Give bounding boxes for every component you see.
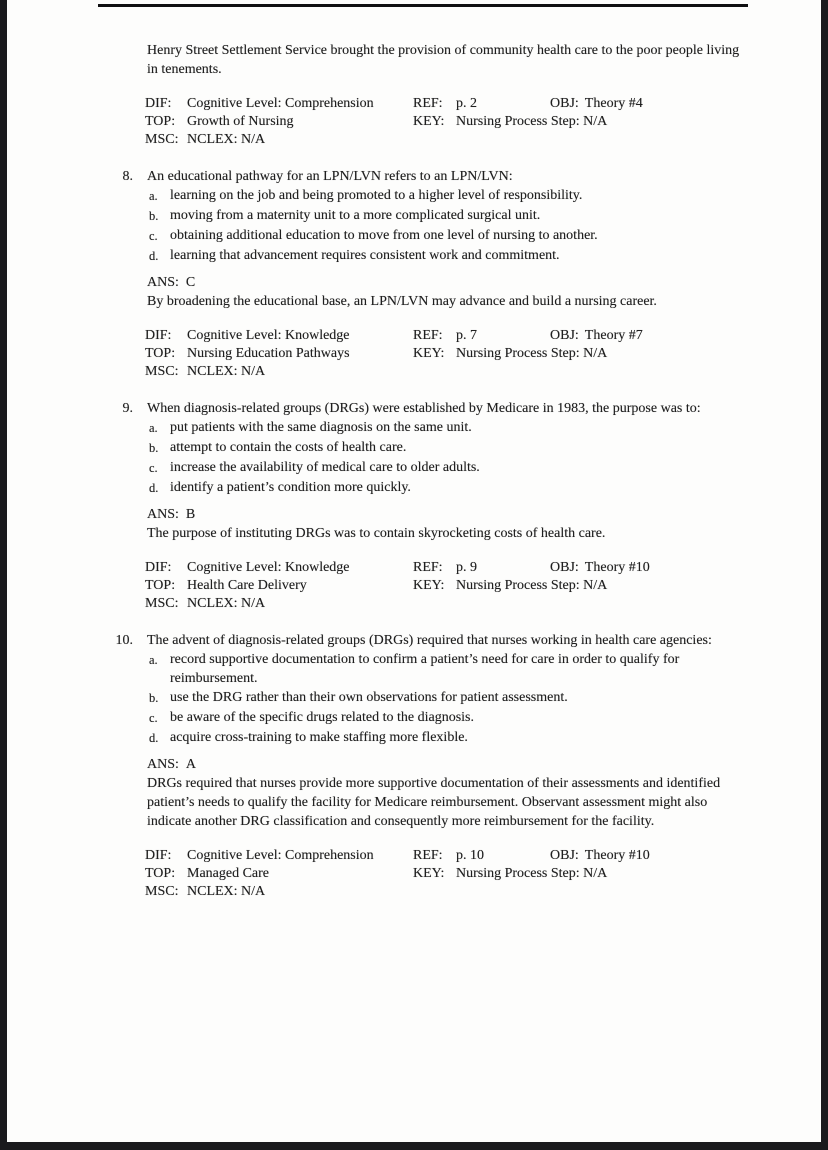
key-value: Nursing Process Step: N/A bbox=[456, 114, 608, 129]
meta-row bbox=[145, 345, 828, 363]
ans-label: ANS: bbox=[147, 275, 179, 290]
ref-value: p. 9 bbox=[456, 560, 477, 575]
top-label: TOP: bbox=[145, 578, 176, 593]
dif-label: DIF: bbox=[145, 96, 172, 111]
option-letter: b. bbox=[149, 691, 159, 705]
dif-value: Cognitive Level: Comprehension bbox=[187, 848, 374, 863]
answer-option bbox=[149, 688, 828, 708]
dif-label: DIF: bbox=[145, 328, 172, 343]
top-label: TOP: bbox=[145, 114, 176, 129]
meta-row bbox=[145, 883, 828, 901]
key-value: Nursing Process Step: N/A bbox=[456, 866, 608, 881]
answer-option bbox=[149, 728, 828, 748]
option-letter: d. bbox=[149, 481, 159, 495]
option-letter: d. bbox=[149, 731, 159, 745]
question-stem-row bbox=[103, 167, 828, 186]
obj-label: OBJ: bbox=[550, 96, 579, 111]
obj-value: Theory #10 bbox=[584, 560, 650, 575]
option-letter: b. bbox=[149, 209, 159, 223]
question-stem: An educational pathway for an LPN/LVN refers to an LPN/LVN: bbox=[147, 169, 513, 184]
question-block bbox=[0, 631, 828, 901]
meta-row bbox=[145, 847, 828, 865]
answer-line bbox=[147, 755, 828, 774]
msc-label: MSC: bbox=[145, 132, 179, 147]
dif-label: DIF: bbox=[145, 848, 172, 863]
option-text: increase the availability of medical care to older adults. bbox=[170, 460, 480, 475]
question-stem: The advent of diagnosis-related groups (DRGs) required that nurses working in health care agencies: bbox=[147, 633, 712, 648]
msc-label: MSC: bbox=[145, 364, 179, 379]
dif-value: Cognitive Level: Knowledge bbox=[187, 328, 350, 343]
obj-pair bbox=[550, 327, 643, 345]
question-stem-row bbox=[103, 399, 828, 418]
option-text: obtaining additional education to move from one level of nursing to another. bbox=[170, 228, 598, 243]
option-text: attempt to contain the costs of health care. bbox=[170, 440, 407, 455]
rationale: DRGs required that nurses provide more supportive documentation of their assessments and identified patient’s needs to qualify the facility for Medicare reimbursement. Observant assessment might also indicate another DRG classification and consequently more reimbursement for the facility. bbox=[147, 776, 721, 829]
top-value: Managed Care bbox=[187, 866, 270, 881]
ans-label: ANS: bbox=[147, 507, 179, 522]
option-text: use the DRG rather than their own observations for patient assessment. bbox=[170, 690, 568, 705]
meta-row bbox=[145, 327, 828, 345]
key-value: Nursing Process Step: N/A bbox=[456, 346, 608, 361]
obj-label: OBJ: bbox=[550, 328, 579, 343]
answer-option bbox=[149, 418, 828, 438]
question-block bbox=[0, 167, 828, 381]
question-stem-row bbox=[103, 631, 828, 650]
meta-row bbox=[145, 559, 828, 577]
option-letter: a. bbox=[149, 189, 158, 203]
option-text: be aware of the specific drugs related to the diagnosis. bbox=[170, 710, 475, 725]
option-text: record supportive documentation to confirm a patient’s need for care in order to qualify for reimbursement. bbox=[170, 652, 680, 686]
top-value: Growth of Nursing bbox=[187, 114, 294, 129]
meta-row bbox=[145, 577, 828, 595]
question-number: 10. bbox=[115, 633, 133, 648]
obj-value: Theory #10 bbox=[584, 848, 650, 863]
ref-label: REF: bbox=[413, 848, 443, 863]
msc-label: MSC: bbox=[145, 884, 179, 899]
dif-value: Cognitive Level: Comprehension bbox=[187, 96, 374, 111]
obj-label: OBJ: bbox=[550, 560, 579, 575]
meta-row bbox=[145, 595, 828, 613]
obj-pair bbox=[550, 559, 650, 577]
ans-value: A bbox=[185, 757, 197, 772]
dif-value: Cognitive Level: Knowledge bbox=[187, 560, 350, 575]
key-label: KEY: bbox=[413, 114, 445, 129]
page-header-rule bbox=[98, 4, 748, 7]
meta-row bbox=[145, 363, 828, 381]
page-content bbox=[0, 41, 828, 901]
answer-option bbox=[149, 246, 828, 266]
answer-option bbox=[149, 458, 828, 478]
question-number: 9. bbox=[122, 401, 133, 416]
meta-row bbox=[145, 113, 828, 131]
msc-value: NCLEX: N/A bbox=[187, 132, 266, 147]
answer-line bbox=[147, 273, 828, 292]
obj-pair bbox=[550, 95, 643, 113]
ref-label: REF: bbox=[413, 96, 443, 111]
option-letter: c. bbox=[149, 461, 158, 475]
key-label: KEY: bbox=[413, 346, 445, 361]
ans-value: B bbox=[185, 507, 196, 522]
ref-value: p. 7 bbox=[456, 328, 477, 343]
rationale: The purpose of instituting DRGs was to contain skyrocketing costs of health care. bbox=[147, 526, 606, 541]
option-letter: b. bbox=[149, 441, 159, 455]
meta-row bbox=[145, 865, 828, 883]
ref-value: p. 10 bbox=[456, 848, 484, 863]
option-letter: c. bbox=[149, 229, 158, 243]
rationale: By broadening the educational base, an LPN/LVN may advance and build a nursing career. bbox=[147, 294, 657, 309]
option-text: learning that advancement requires consistent work and commitment. bbox=[170, 248, 560, 263]
option-letter: d. bbox=[149, 249, 159, 263]
option-letter: a. bbox=[149, 653, 158, 667]
option-text: identify a patient’s condition more quickly. bbox=[170, 480, 411, 495]
option-text: moving from a maternity unit to a more complicated surgical unit. bbox=[170, 208, 541, 223]
option-text: learning on the job and being promoted to a higher level of responsibility. bbox=[170, 188, 583, 203]
ans-value: C bbox=[185, 275, 196, 290]
top-label: TOP: bbox=[145, 866, 176, 881]
ref-label: REF: bbox=[413, 328, 443, 343]
msc-value: NCLEX: N/A bbox=[187, 596, 266, 611]
meta-block bbox=[145, 327, 828, 381]
meta-block bbox=[145, 847, 828, 901]
obj-label: OBJ: bbox=[550, 848, 579, 863]
obj-pair bbox=[550, 847, 650, 865]
obj-value: Theory #7 bbox=[584, 328, 643, 343]
meta-block bbox=[145, 95, 828, 149]
rationale: Henry Street Settlement Service brought the provision of community health care to the poor people living in tenements. bbox=[147, 43, 740, 77]
key-value: Nursing Process Step: N/A bbox=[456, 578, 608, 593]
msc-value: NCLEX: N/A bbox=[187, 364, 266, 379]
question-number: 8. bbox=[122, 169, 133, 184]
dif-label: DIF: bbox=[145, 560, 172, 575]
obj-value: Theory #4 bbox=[584, 96, 643, 111]
question-stem: When diagnosis-related groups (DRGs) were established by Medicare in 1983, the purpose was to: bbox=[147, 401, 701, 416]
ref-label: REF: bbox=[413, 560, 443, 575]
key-label: KEY: bbox=[413, 866, 445, 881]
msc-label: MSC: bbox=[145, 596, 179, 611]
answer-option bbox=[149, 206, 828, 226]
meta-row bbox=[145, 131, 828, 149]
answer-option bbox=[149, 438, 828, 458]
scan-edge-bottom bbox=[0, 1142, 828, 1150]
key-label: KEY: bbox=[413, 578, 445, 593]
question-block bbox=[0, 399, 828, 613]
answer-line bbox=[147, 505, 828, 524]
meta-row bbox=[145, 95, 828, 113]
option-text: acquire cross-training to make staffing more flexible. bbox=[170, 730, 468, 745]
answer-option bbox=[149, 226, 828, 246]
ref-value: p. 2 bbox=[456, 96, 477, 111]
top-label: TOP: bbox=[145, 346, 176, 361]
answer-option bbox=[149, 650, 828, 688]
answer-option bbox=[149, 186, 828, 206]
answer-option bbox=[149, 708, 828, 728]
msc-value: NCLEX: N/A bbox=[187, 884, 266, 899]
option-letter: a. bbox=[149, 421, 158, 435]
top-value: Nursing Education Pathways bbox=[187, 346, 350, 361]
answer-option bbox=[149, 478, 828, 498]
ans-label: ANS: bbox=[147, 757, 179, 772]
meta-block bbox=[145, 559, 828, 613]
top-value: Health Care Delivery bbox=[187, 578, 307, 593]
option-text: put patients with the same diagnosis on the same unit. bbox=[170, 420, 472, 435]
option-letter: c. bbox=[149, 711, 158, 725]
